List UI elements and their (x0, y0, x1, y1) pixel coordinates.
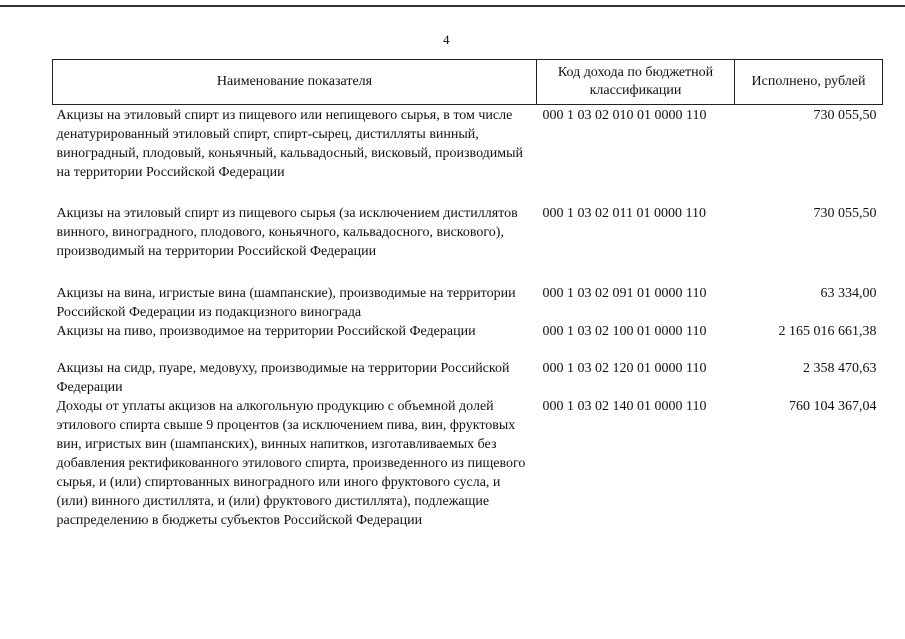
header-name: Наименование показателя (53, 60, 537, 105)
revenue-table (52, 59, 882, 557)
top-rule (0, 5, 905, 7)
row-name: Акцизы на вина, игристые вина (шампанские), производимые на территории Российской Федерации из подакцизного винограда (56, 286, 516, 320)
table-row (53, 359, 883, 397)
table-row (53, 284, 883, 322)
header-value: Исполнено, рублей (735, 60, 883, 105)
page-number: 4 (443, 32, 450, 47)
row-value: 730 055,50 (813, 108, 877, 123)
table-row (53, 397, 883, 557)
table-row (53, 322, 883, 359)
table-header-row (53, 60, 883, 105)
row-code: 000 1 03 02 100 01 0000 110 (542, 324, 707, 339)
table-row (53, 204, 883, 284)
row-value: 730 055,50 (813, 206, 877, 221)
row-code: 000 1 03 02 010 01 0000 110 (542, 108, 707, 123)
table-row (53, 105, 883, 205)
row-name: Акцизы на этиловый спирт из пищевого сырья (за исключением дистиллятов винного, виноградного, плодового, коньячного, кальвадосного, вискового), производимый на территории Российской Федерации (56, 206, 518, 259)
row-value: 63 334,00 (820, 286, 877, 301)
row-code: 000 1 03 02 120 01 0000 110 (542, 361, 707, 376)
row-code: 000 1 03 02 011 01 0000 110 (542, 206, 706, 221)
row-value: 760 104 367,04 (789, 399, 877, 414)
row-name: Акцизы на этиловый спирт из пищевого или непищевого сырья, в том числе денатурированный этиловый спирт, спирт-сырец, дистилляты винный, виноградный, плодовый, коньячный, кальвадосный, висковый, производимый на территории Российской Федерации (56, 108, 524, 180)
row-value: 2 358 470,63 (803, 361, 877, 376)
row-value: 2 165 016 661,38 (778, 324, 877, 339)
row-name: Акцизы на сидр, пуаре, медовуху, производимые на территории Российской Федерации (56, 361, 510, 395)
row-code: 000 1 03 02 091 01 0000 110 (542, 286, 707, 301)
row-code: 000 1 03 02 140 01 0000 110 (542, 399, 707, 414)
header-code: Код дохода по бюджетной классификации (537, 60, 735, 105)
row-name: Доходы от уплаты акцизов на алкогольную продукцию с объемной долей этилового спирта свыше 9 процентов (за исключением пива, вин, фруктовых вин, игристых вин (шампанских), винных напитков, изготавливаемых без добавления ректификованного этилового спирта, произведенного из пищевого сырья, и (или) спиртованных виноградного или иного фруктового сусла, и (или) винного дистиллята, и (или) фруктового дистиллята), подлежащие распределению в бюджеты субъектов Российской Федерации (56, 399, 526, 528)
row-name: Акцизы на пиво, производимое на территории Российской Федерации (56, 324, 476, 339)
